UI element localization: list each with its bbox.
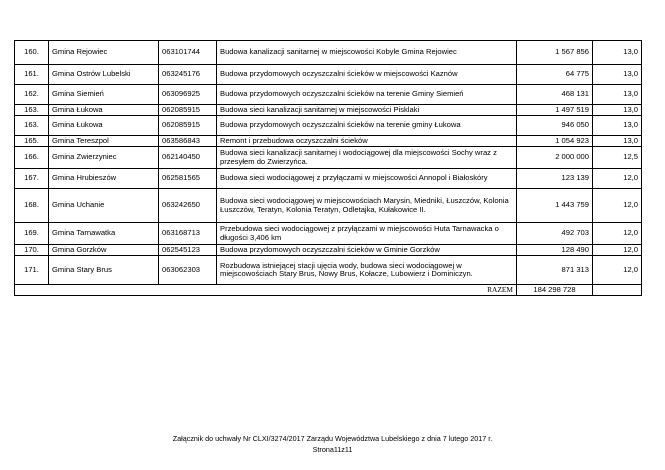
row-number: 160. bbox=[15, 41, 49, 65]
row-description: Remont i przebudowa oczyszczalni ścieków bbox=[217, 136, 517, 147]
row-code: 063586843 bbox=[159, 136, 217, 147]
row-number: 168. bbox=[15, 189, 49, 223]
row-code: 062581565 bbox=[159, 169, 217, 189]
row-description: Budowa sieci wodociągowej z przyłączami w miejscowości Annopol i Białoskóry bbox=[217, 169, 517, 189]
table-row bbox=[15, 169, 642, 189]
table-row bbox=[15, 147, 642, 169]
row-amount: 492 703 bbox=[517, 223, 593, 245]
row-description: Budowa przydomowych oczyszczalni ścieków w Gminie Gorzków bbox=[217, 245, 517, 256]
row-gmina: Gmina Siemień bbox=[49, 85, 159, 105]
table-row bbox=[15, 85, 642, 105]
table-row bbox=[15, 256, 642, 285]
row-amount: 946 050 bbox=[517, 116, 593, 136]
table-row bbox=[15, 223, 642, 245]
row-description: Budowa sieci kanalizacji sanitarnej w miejscowości Pisklaki bbox=[217, 105, 517, 116]
row-description: Budowa przydomowych oczyszczalni ścieków w miejscowości Kaznów bbox=[217, 65, 517, 85]
table-row bbox=[15, 116, 642, 136]
page-number: Strona11z11 bbox=[312, 445, 353, 454]
row-gmina: Gmina Rejowiec bbox=[49, 41, 159, 65]
row-description: Budowa sieci wodociągowej w miejscowościach Marysin, Miedniki, Łuszczów, Kolonia Łuszczów, Teratyn, Kolonia Teratyn, Odletajka, Kułakowice II. bbox=[217, 189, 517, 223]
row-code: 063168713 bbox=[159, 223, 217, 245]
row-gmina: Gmina Tarnawatka bbox=[49, 223, 159, 245]
row-amount: 468 131 bbox=[517, 85, 593, 105]
row-code: 062085915 bbox=[159, 105, 217, 116]
table-row bbox=[15, 105, 642, 116]
row-gmina: Gmina Łukowa bbox=[49, 105, 159, 116]
row-number: 167. bbox=[15, 169, 49, 189]
row-number: 170. bbox=[15, 245, 49, 256]
row-number: 166. bbox=[15, 147, 49, 169]
row-gmina: Gmina Łukowa bbox=[49, 116, 159, 136]
row-code: 063242650 bbox=[159, 189, 217, 223]
row-amount: 128 490 bbox=[517, 245, 593, 256]
row-gmina: Gmina Stary Brus bbox=[49, 256, 159, 285]
table-row bbox=[15, 245, 642, 256]
footer-note: Załącznik do uchwały Nr CLXI/3274/2017 Zarządu Województwa Lubelskiego z dnia 7 lutego 2017 r. bbox=[172, 434, 493, 443]
row-amount: 1 443 759 bbox=[517, 189, 593, 223]
row-description: Budowa przydomowych oczyszczalni ścieków na terenie Gminy Siemień bbox=[217, 85, 517, 105]
row-percent: 12,0 bbox=[593, 169, 642, 189]
row-description: Rozbudowa istniejącej stacji ujęcia wody, budowa sieci wodociągowej w miejscowościach Stary Brus, Nowy Brus, Kołacze, Lubowierz i Dominiczyn. bbox=[217, 256, 517, 285]
row-percent: 12,5 bbox=[593, 147, 642, 169]
row-description: Budowa kanalizacji sanitarnej w miejscowości Kobyle Gmina Rejowiec bbox=[217, 41, 517, 65]
row-percent: 13,0 bbox=[593, 105, 642, 116]
table-row bbox=[15, 189, 642, 223]
total-amount: 184 298 728 bbox=[517, 285, 593, 296]
row-amount: 123 139 bbox=[517, 169, 593, 189]
table-body bbox=[15, 41, 642, 296]
row-number: 165. bbox=[15, 136, 49, 147]
row-number: 162. bbox=[15, 85, 49, 105]
row-gmina: Gmina Uchanie bbox=[49, 189, 159, 223]
row-description: Przebudowa sieci wodociągowej z przyłączami w miejscowości Huta Tarnawacka o długości 3,406 km bbox=[217, 223, 517, 245]
row-code: 063096925 bbox=[159, 85, 217, 105]
row-gmina: Gmina Tereszpol bbox=[49, 136, 159, 147]
row-code: 062085915 bbox=[159, 116, 217, 136]
row-code: 063245176 bbox=[159, 65, 217, 85]
row-percent: 13,0 bbox=[593, 136, 642, 147]
row-code: 062545123 bbox=[159, 245, 217, 256]
row-code: 062140450 bbox=[159, 147, 217, 169]
row-code: 063101744 bbox=[159, 41, 217, 65]
row-number: 163. bbox=[15, 116, 49, 136]
row-number: 163. bbox=[15, 105, 49, 116]
row-amount: 1 054 923 bbox=[517, 136, 593, 147]
table-row bbox=[15, 136, 642, 147]
row-percent: 12,0 bbox=[593, 245, 642, 256]
row-gmina: Gmina Zwierzyniec bbox=[49, 147, 159, 169]
funding-table bbox=[14, 40, 642, 296]
row-percent: 12,0 bbox=[593, 256, 642, 285]
row-gmina: Gmina Gorzków bbox=[49, 245, 159, 256]
row-gmina: Gmina Hrubieszów bbox=[49, 169, 159, 189]
row-gmina: Gmina Ostrów Lubelski bbox=[49, 65, 159, 85]
row-amount: 64 775 bbox=[517, 65, 593, 85]
row-amount: 2 000 000 bbox=[517, 147, 593, 169]
row-percent: 13,0 bbox=[593, 85, 642, 105]
row-number: 169. bbox=[15, 223, 49, 245]
row-description: Budowa przydomowych oczyszczalni ścieków na terenie gminy Łukowa bbox=[217, 116, 517, 136]
table-row bbox=[15, 41, 642, 65]
total-percent-empty bbox=[593, 285, 642, 296]
row-percent: 13,0 bbox=[593, 116, 642, 136]
row-amount: 871 313 bbox=[517, 256, 593, 285]
row-number: 161. bbox=[15, 65, 49, 85]
total-label: RAZEM bbox=[15, 285, 517, 296]
row-description: Budowa sieci kanalizacji sanitarnej i wodociągowej dla miejscowości Sochy wraz z przesyłem do Zwierzyńca. bbox=[217, 147, 517, 169]
row-number: 171. bbox=[15, 256, 49, 285]
row-amount: 1 497 519 bbox=[517, 105, 593, 116]
row-percent: 13,0 bbox=[593, 41, 642, 65]
table-row bbox=[15, 65, 642, 85]
row-percent: 13,0 bbox=[593, 65, 642, 85]
row-code: 063062303 bbox=[159, 256, 217, 285]
row-percent: 12,0 bbox=[593, 223, 642, 245]
row-percent: 12,0 bbox=[593, 189, 642, 223]
total-row bbox=[15, 285, 642, 296]
row-amount: 1 567 856 bbox=[517, 41, 593, 65]
